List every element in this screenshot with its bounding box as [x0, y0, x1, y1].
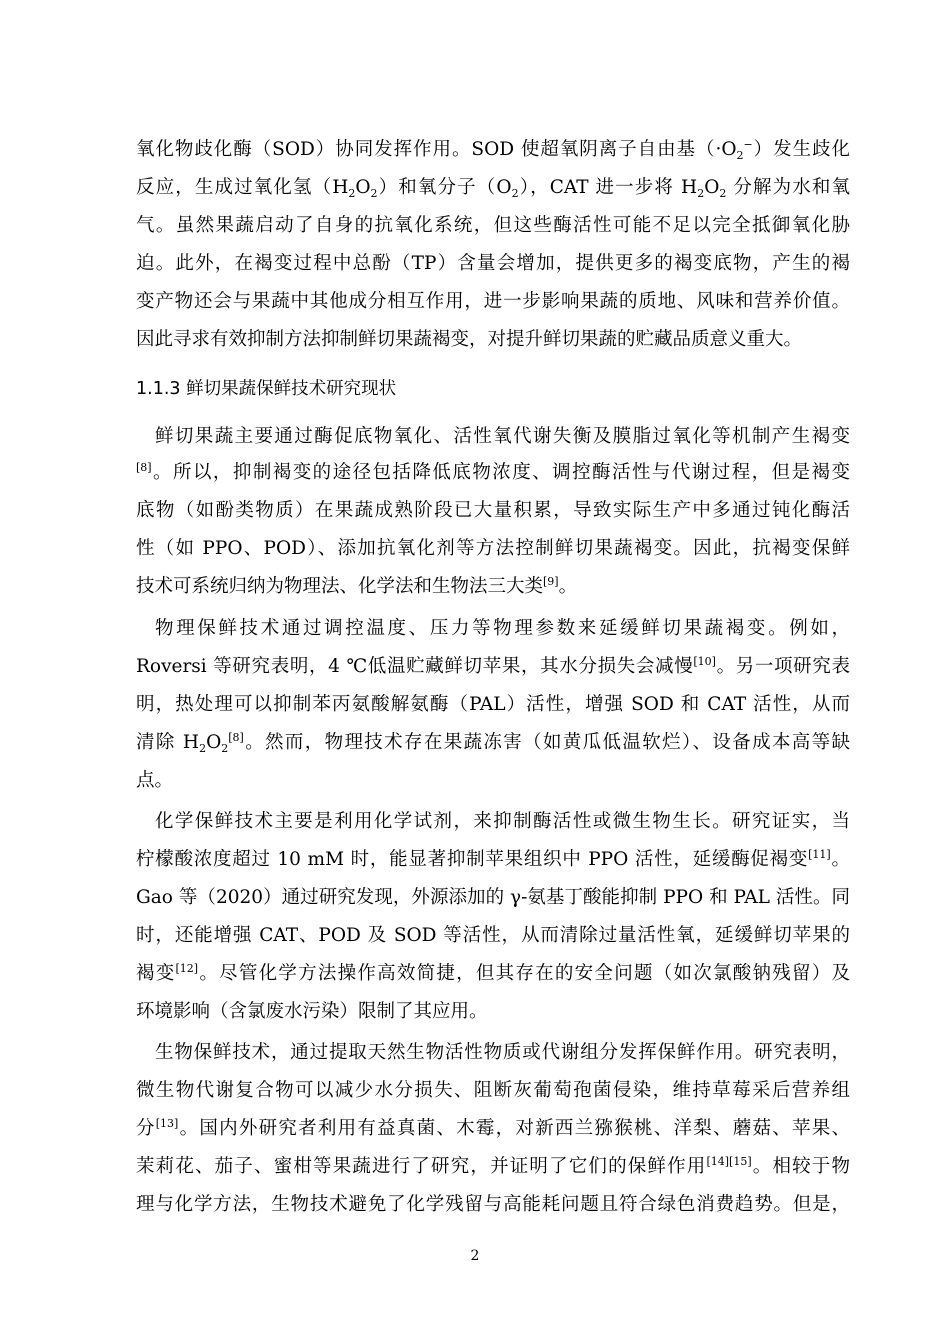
paragraph-5-line-2: 微生物代谢复合物可以减少水分损失、阻断灰葡萄孢菌侵染，维持草莓采后营养组 — [136, 1080, 850, 1101]
paragraph-2-line-2: [8]。所以，抑制褐变的途径包括降低底物浓度、调控酶活性与代谢过程，但是褐变 — [136, 461, 850, 483]
paragraph-1-line-2: 反应，生成过氧化氢$(H_2O_2)$和氧分子$(O_2)$，CAT 进一步将 $H_2O_2$ 分解为水和氧 — [136, 177, 850, 200]
paragraph-2-line-5: 技术可系统归纳为物理法、化学法和生物法三大类[9]。 — [136, 575, 578, 597]
paragraph-4-line-3: Gao 等（2020）通过研究发现，外源添加的 γ-氨基丁酸能抑制 PPO 和 PAL 活性。同 — [136, 887, 850, 908]
paragraph-4-line-1: 化学保鲜技术主要是利用化学试剂，来抑制酶活性或微生物生长。研究证实，当 — [155, 811, 850, 832]
paragraph-5-line-4: 茉莉花、茄子、蜜柑等果蔬进行了研究，并证明了它们的保鲜作用[14][15]。相较于物 — [136, 1155, 850, 1177]
paragraph-2-line-1: 鲜切果蔬主要通过酶促底物氧化、活性氧代谢失衡及膜脂过氧化等机制产生褐变 — [155, 426, 850, 447]
paragraph-4-line-5: 褐变[12]。尽管化学方法操作高效简捷，但其存在的安全问题（如次氯酸钠残留）及 — [136, 962, 850, 984]
paragraph-1-line-1: 氧化物歧化酶（SOD）协同发挥作用。SOD 使超氧阴离子自由基$(\cdot O_2^-)$发生歧化 — [136, 138, 850, 162]
paragraph-4-line-2: 柠檬酸浓度超过 10 mM 时，能显著抑制苹果组织中 PPO 活性，延缓酶促褐变[11]。 — [136, 848, 850, 870]
section-heading: 1.1.3 鲜切果蔬保鲜技术研究现状 — [136, 379, 397, 399]
paragraph-1-line-6: 因此寻求有效抑制方法抑制鲜切果蔬褐变，对提升鲜切果蔬的贮藏品质意义重大。 — [136, 329, 803, 350]
paragraph-3-line-5: 点。 — [136, 770, 174, 791]
paragraph-1-line-3: 气。虽然果蔬启动了自身的抗氧化系统，但这些酶活性可能不足以完全抵御氧化胁 — [136, 215, 850, 236]
paragraph-1-line-5: 变产物还会与果蔬中其他成分相互作用，进一步影响果蔬的质地、风味和营养价值。 — [136, 291, 850, 312]
paragraph-2-line-3: 底物（如酚类物质）在果蔬成熟阶段已大量积累，导致实际生产中多通过钝化酶活 — [136, 500, 850, 521]
paragraph-3-line-3: 明，热处理可以抑制苯丙氨酸解氨酶（PAL）活性，增强 SOD 和 CAT 活性，从而 — [136, 694, 850, 715]
paragraph-4-line-4: 时，还能增强 CAT、POD 及 SOD 等活性，从而清除过量活性氧，延缓鲜切苹果的 — [136, 925, 850, 946]
paragraph-5-line-5: 理与化学方法，生物技术避免了化学残留与高能耗问题且符合绿色消费趋势。但是， — [136, 1194, 850, 1215]
paragraph-3-line-4: 清除 $H_2O_2[8]$。然而，物理技术存在果蔬冻害（如黄瓜低温软烂）、设备成本高等缺 — [136, 731, 850, 755]
paragraph-4-line-6: 环境影响（含氯废水污染）限制了其应用。 — [136, 1001, 488, 1022]
paragraph-2-line-4: 性（如 PPO、POD）、添加抗氧化剂等方法控制鲜切果蔬褐变。因此，抗褐变保鲜 — [136, 538, 850, 559]
paragraph-5-line-3: 分[13]。国内外研究者利用有益真菌、木霉，对新西兰猕猴桃、洋梨、蘑菇、苹果、 — [136, 1117, 850, 1139]
paragraph-3-line-1: 物理保鲜技术通过调控温度、压力等物理参数来延缓鲜切果蔬褐变。例如， — [155, 618, 850, 639]
paragraph-5-line-1: 生物保鲜技术，通过提取天然生物活性物质或代谢组分发挥保鲜作用。研究表明， — [155, 1042, 850, 1063]
page-number: 2 — [470, 1248, 480, 1264]
paragraph-3-line-2: Roversi 等研究表明，4 ℃低温贮藏鲜切苹果，其水分损失会减慢[10]。另一项研究表 — [136, 655, 850, 677]
paragraph-1-line-4: 迫。此外，在褐变过程中总酚（TP）含量会增加，提供更多的褐变底物，产生的褐 — [136, 253, 850, 274]
